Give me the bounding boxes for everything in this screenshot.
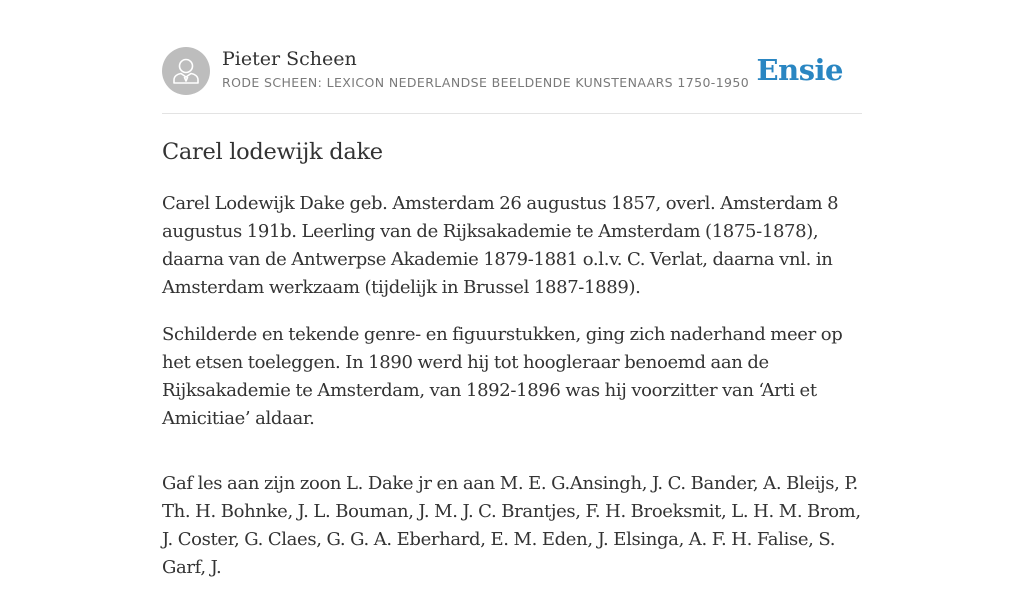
article-paragraph-1: Carel Lodewijk Dake geb. Amsterdam 26 augustus 1857, overl. Amsterdam 8 augustus 191b. Leerling van de Rijksakademie te Amsterdam (1875-1878), daarna van de Antwerpse Akademie 1879-1881 o.l.v. C. Verlat, daarna vnl. in Amsterdam werkzaam (tijdelijk in Brussel 1887-1889). [162,193,839,298]
source-name[interactable]: RODE SCHEEN: LEXICON NEDERLANDSE BEELDENDE KUNSTENAARS 1750-1950 [222,75,750,90]
article-header [162,47,862,95]
article-title: Carel lodewijk dake [162,139,383,165]
article-paragraph-2: Schilderde en tekende genre- en figuurstukken, ging zich naderhand meer op het etsen toeleggen. In 1890 werd hij tot hoogleraar benoemd aan de Rijksakademie te Amsterdam, van 1892-1896 was hij voorzitter van ‘Arti et Amicitiae’ aldaar. [162,324,843,429]
author-name[interactable]: Pieter Scheen [222,48,357,70]
user-placeholder-icon [162,47,210,95]
author-avatar[interactable] [162,47,210,95]
article-body [162,136,862,601]
ensie-logo[interactable]: Ensie [756,53,843,87]
header-divider [162,113,862,114]
article-paragraph-3: Gaf les aan zijn zoon L. Dake jr en aan M. E. G.Ansingh, J. C. Bander, A. Bleijs, P. Th. H. Bohnke, J. L. Bouman, J. M. J. C. Brantjes, F. H. Broeksmit, L. H. M. Brom, J. Coster, G. Claes, G. G. A. Eberhard, E. M. Eden, J. Elsinga, A. F. H. Falise, S. Garf, J. [162,473,861,578]
